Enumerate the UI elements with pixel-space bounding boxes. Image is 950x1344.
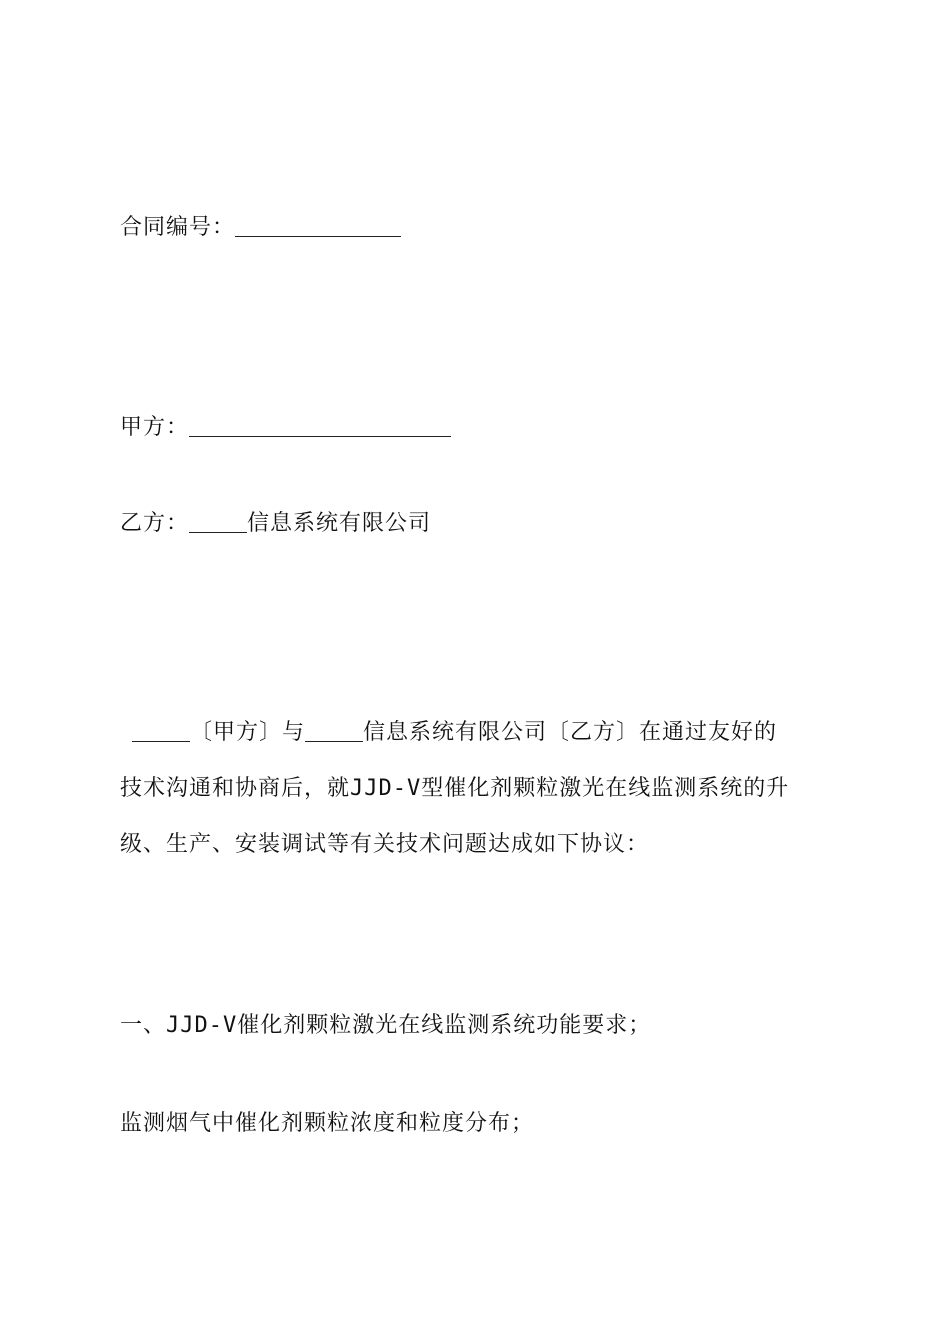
party-b-name-suffix: 信息系统有限公司 <box>247 511 432 536</box>
intro-line-3: 级、生产、安装调试等有关技术问题达成如下协议： <box>120 832 650 857</box>
contract-number-blank[interactable] <box>235 216 401 237</box>
party-b-line <box>120 508 431 540</box>
party-a-label: 甲方： <box>120 415 190 440</box>
intro-line-1 <box>120 705 835 761</box>
section-1-heading: 一、JJD-V催化剂颗粒激光在线监测系统功能要求； <box>120 1013 652 1038</box>
section-1-item-1: 监测烟气中催化剂颗粒浓度和粒度分布； <box>120 1111 535 1136</box>
intro-line-1-part-2: 信息系统有限公司〔乙方〕在通过友好的 <box>363 720 778 745</box>
intro-party-b-blank[interactable] <box>305 721 363 742</box>
party-a-blank[interactable] <box>189 416 451 437</box>
party-b-blank[interactable] <box>189 512 247 533</box>
intro-party-a-blank[interactable] <box>132 721 190 742</box>
intro-line-2: 技术沟通和协商后，就JJD-V型催化剂颗粒激光在线监测系统的升 <box>120 776 790 801</box>
party-b-label: 乙方： <box>120 511 190 536</box>
contract-number-label: 合同编号： <box>120 215 236 240</box>
contract-number-line <box>120 212 401 244</box>
party-a-line <box>120 412 451 444</box>
intro-paragraph <box>120 705 835 873</box>
intro-line-1-part-1: 〔甲方〕与 <box>190 720 306 745</box>
